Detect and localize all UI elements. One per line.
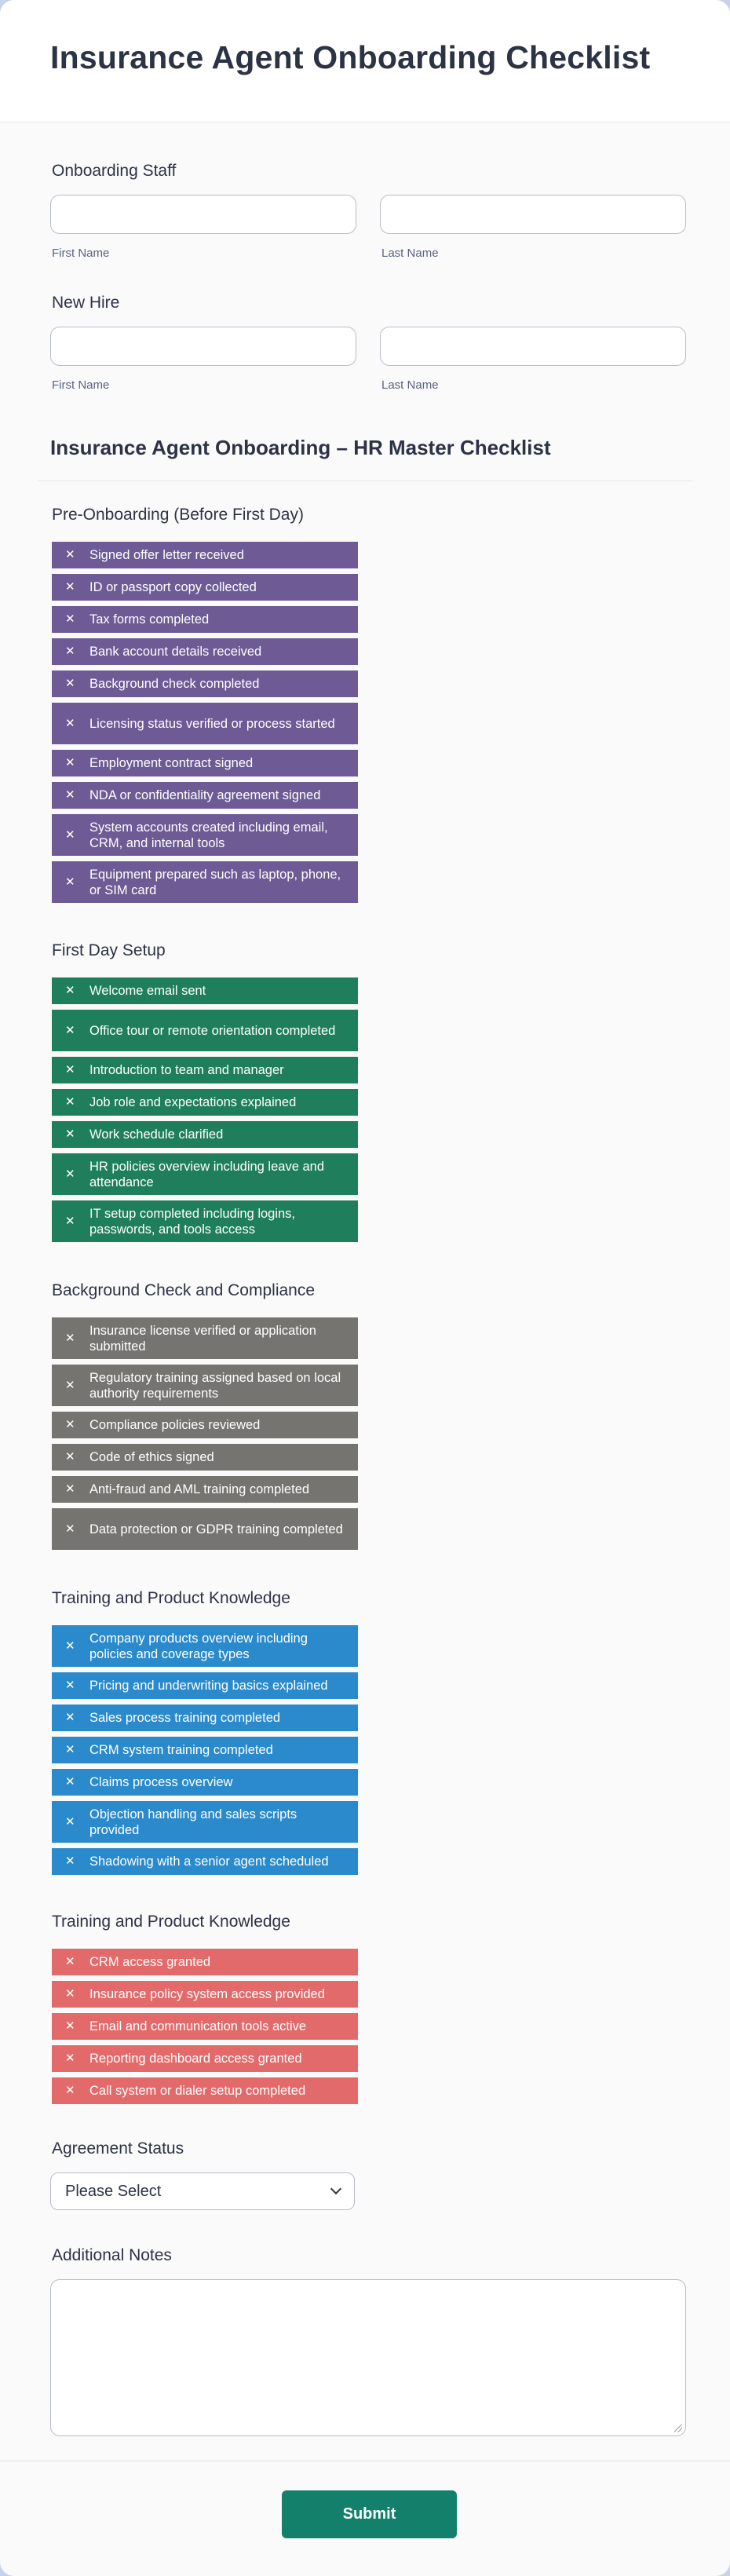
group-title-systems: Training and Product Knowledge [52,1913,290,1931]
group-title-first-day: First Day Setup [52,941,166,959]
close-icon: ✕ [65,716,75,730]
checklist-item-label: Welcome email sent [89,984,206,998]
checklist-item[interactable] [52,1317,358,1359]
checklist-item-label: Bank account details received [89,645,262,659]
close-icon: ✕ [65,1418,75,1431]
checklist-item[interactable] [52,1444,358,1471]
close-icon: ✕ [65,1127,75,1141]
checklist-item[interactable] [52,606,358,633]
additional-notes-label-wrap [50,2246,172,2265]
checklist-item-label: CRM access granted [89,1955,211,1969]
first-name-sublabel: First Name [52,378,110,392]
checklist-item-label: Insurance policy system access provided [89,1987,325,2001]
checklist-item-label: Email and communication tools active [89,2019,307,2033]
checklist-item-label: Job role and expectations explained [89,1095,297,1109]
close-icon: ✕ [65,548,75,561]
onboarding-staff-first-col [50,195,356,260]
close-icon: ✕ [65,1743,75,1756]
close-icon: ✕ [65,2052,75,2065]
onboarding-staff-last-name-input[interactable] [380,195,686,234]
checklist-item[interactable] [52,703,358,744]
checklist-item[interactable] [52,1200,358,1242]
close-icon: ✕ [65,1711,75,1724]
new-hire-first-col [50,327,356,392]
close-icon: ✕ [65,875,75,889]
checklist-item[interactable] [52,1801,358,1843]
checklist-item-label: Introduction to team and manager [89,1063,284,1077]
checklist-item[interactable] [52,977,358,1004]
checklist-item[interactable] [52,1949,358,1975]
checklist-item-label: Code of ethics signed [89,1450,214,1464]
checklist-item[interactable] [52,2013,358,2040]
close-icon: ✕ [65,1450,75,1463]
checklist-item[interactable] [52,782,358,809]
onboarding-staff-last-col [380,195,686,260]
checklist-item[interactable] [52,1412,358,1438]
group-title-compliance: Background Check and Compliance [52,1281,316,1299]
new-hire-name-row [50,327,686,392]
checklist-item[interactable] [52,1769,358,1796]
checklist-item-label: Call system or dialer setup completed [89,2084,306,2098]
heading-divider [38,480,692,481]
checklist-item-label: Claims process overview [89,1775,233,1789]
close-icon: ✕ [65,1482,75,1496]
form-header [0,0,730,122]
new-hire-last-col [380,327,686,392]
checklist-item-label: Compliance policies reviewed [89,1418,261,1432]
checklist-item[interactable] [52,1848,358,1875]
close-icon: ✕ [65,1639,75,1653]
checklist-pre-onboarding [52,542,358,908]
checklist-item-label: Insurance license verified or application submitted [89,1323,316,1354]
checklist-item[interactable] [52,1153,358,1195]
agreement-status-select[interactable] [50,2172,355,2210]
close-icon: ✕ [65,984,75,997]
close-icon: ✕ [65,1987,75,2001]
checklist-item-label: Tax forms completed [89,612,210,627]
onboarding-staff-label-wrap [50,162,176,181]
checklist-item-label: Pricing and underwriting basics explained [89,1679,328,1693]
checklist-item[interactable] [52,1625,358,1667]
close-icon: ✕ [65,1023,75,1037]
onboarding-staff-name-row [50,195,686,260]
agreement-status-label-wrap [50,2139,184,2158]
checklist-compliance [52,1317,358,1555]
checklist-item-label: IT setup completed including logins, passwords, and tools access [89,1206,296,1237]
checklist-item[interactable] [52,2077,358,2104]
chevron-down-icon [330,2183,341,2194]
close-icon: ✕ [65,1854,75,1868]
checklist-item-label: CRM system training completed [89,1743,273,1757]
checklist-item[interactable] [52,1089,358,1116]
checklist-item[interactable] [52,1737,358,1763]
checklist-item[interactable] [52,574,358,601]
new-hire-first-name-input[interactable] [50,327,356,366]
checklist-item-label: HR policies overview including leave and attendance [89,1159,324,1189]
checklist-item-label: Sales process training completed [89,1711,281,1725]
close-icon: ✕ [65,1679,75,1692]
checklist-heading: Insurance Agent Onboarding – HR Master Checklist [50,436,551,459]
group-title-pre-onboarding: Pre-Onboarding (Before First Day) [52,506,304,524]
close-icon: ✕ [65,1775,75,1789]
checklist-item[interactable] [52,2045,358,2072]
checklist-training [52,1625,358,1880]
checklist-item[interactable] [52,1508,358,1550]
checklist-item[interactable] [52,670,358,697]
checklist-item-label: Employment contract signed [89,756,254,770]
checklist-systems [52,1949,358,2110]
close-icon: ✕ [65,2084,75,2097]
close-icon: ✕ [65,1378,75,1392]
last-name-sublabel: Last Name [381,378,439,392]
checklist-item-label: ID or passport copy collected [89,580,257,594]
close-icon: ✕ [65,1095,75,1109]
checklist-item-label: Reporting dashboard access granted [89,2052,302,2066]
close-icon: ✕ [65,788,75,802]
close-icon: ✕ [65,1167,75,1181]
checklist-item[interactable] [52,814,358,856]
checklist-item-label: Licensing status verified or process started [89,716,335,731]
checklist-item[interactable] [52,638,358,665]
close-icon: ✕ [65,1331,75,1345]
checklist-item-label: Office tour or remote orientation completed [89,1023,336,1038]
new-hire-last-name-input[interactable] [380,327,686,366]
checklist-item[interactable] [52,542,358,568]
checklist-first-day [52,977,358,1248]
page-title: Insurance Agent Onboarding Checklist [50,39,651,75]
onboarding-staff-first-name-input[interactable] [50,195,356,234]
resize-grip-icon[interactable] [674,2424,682,2432]
close-icon: ✕ [65,1214,75,1228]
checklist-item[interactable] [52,1705,358,1731]
close-icon: ✕ [65,1063,75,1076]
close-icon: ✕ [65,580,75,594]
checklist-item[interactable] [52,1057,358,1083]
checklist-item-label: Shadowing with a senior agent scheduled [89,1854,329,1869]
agreement-status-selected: Please Select [65,2182,162,2200]
checklist-item-label: Work schedule clarified [89,1127,224,1142]
close-icon: ✕ [65,828,75,842]
checklist-item-label: Background check completed [89,677,260,691]
checklist-item[interactable] [52,1010,358,1051]
checklist-item[interactable] [52,1672,358,1699]
checklist-item[interactable] [52,1476,358,1503]
close-icon: ✕ [65,1522,75,1536]
close-icon: ✕ [65,1814,75,1829]
checklist-item-label: Regulatory training assigned based on local authority requirements [89,1370,341,1401]
checklist-item-label: Objection handling and sales scripts provided [89,1807,297,1837]
checklist-item-label: Company products overview including policies and coverage types [89,1631,308,1661]
close-icon: ✕ [65,677,75,690]
additional-notes-label: Additional Notes [52,2246,172,2264]
close-icon: ✕ [65,1955,75,1968]
checklist-item-label: Data protection or GDPR training completed [89,1522,343,1536]
first-name-sublabel: First Name [52,247,110,260]
agreement-status-label: Agreement Status [52,2139,184,2158]
last-name-sublabel: Last Name [381,247,439,260]
close-icon: ✕ [65,756,75,769]
additional-notes-textarea[interactable] [50,2279,686,2436]
onboarding-staff-label: Onboarding Staff [52,162,177,180]
group-title-training: Training and Product Knowledge [52,1589,290,1607]
checklist-item[interactable] [52,1981,358,2008]
submit-button[interactable]: Submit [282,2490,457,2538]
checklist-item-label: Signed offer letter received [89,548,244,562]
checklist-item-label: System accounts created including email, CRM, and internal tools [89,820,328,850]
checklist-item[interactable] [52,1121,358,1148]
checklist-item-label: NDA or confidentiality agreement signed [89,788,321,802]
checklist-item[interactable] [52,1365,358,1406]
close-icon: ✕ [65,612,75,626]
close-icon: ✕ [65,645,75,658]
checklist-item[interactable] [52,861,358,903]
checklist-item[interactable] [52,750,358,776]
new-hire-label: New Hire [52,294,120,312]
new-hire-label-wrap [50,294,119,312]
close-icon: ✕ [65,2019,75,2033]
checklist-item-label: Anti-fraud and AML training completed [89,1482,310,1496]
checklist-item-label: Equipment prepared such as laptop, phone, or SIM card [89,867,341,897]
